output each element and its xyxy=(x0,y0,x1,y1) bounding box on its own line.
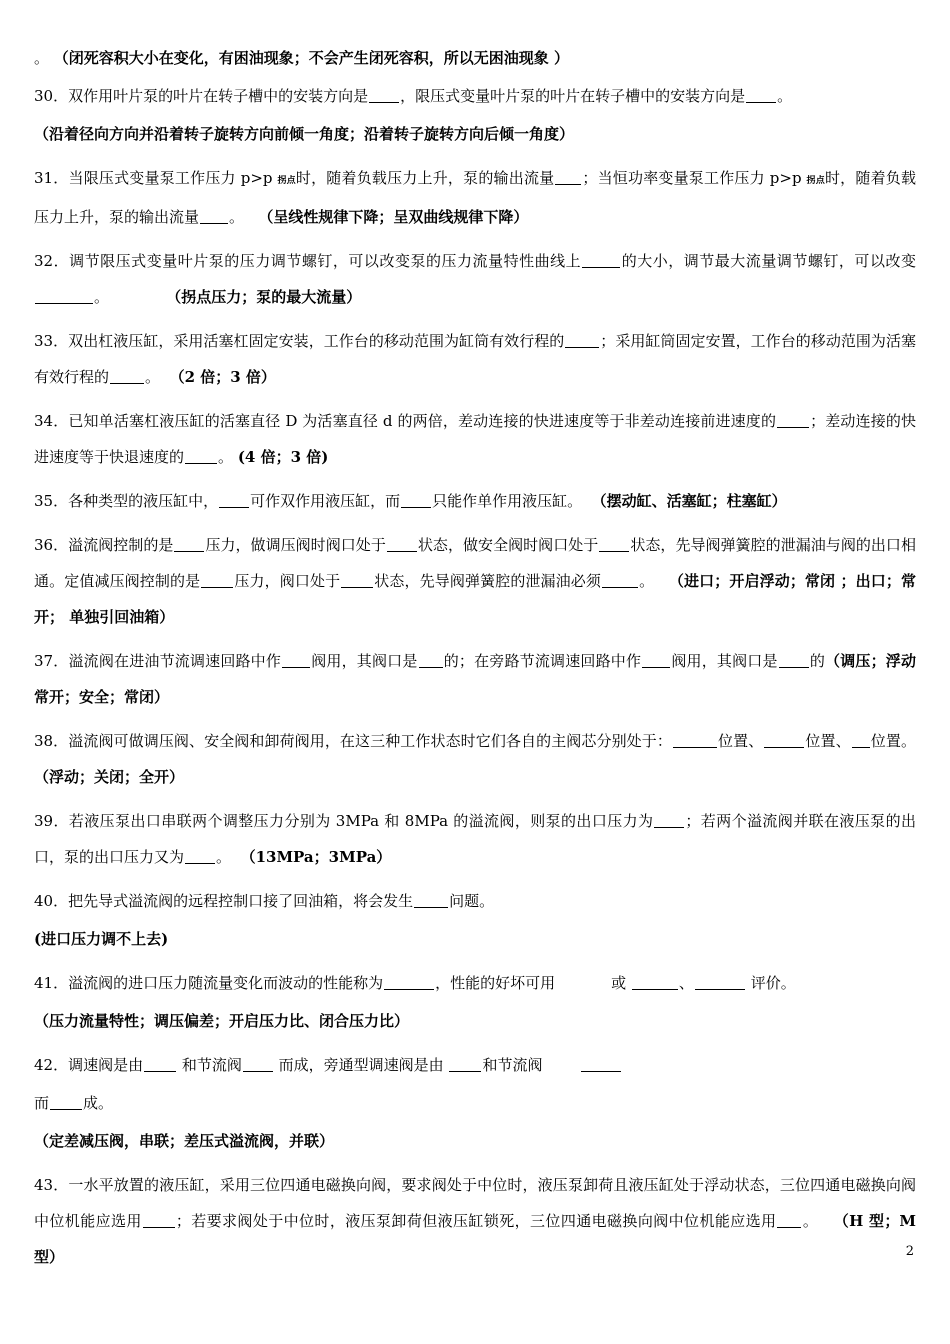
blank xyxy=(384,973,434,990)
blank xyxy=(746,86,776,103)
answer-31: （呈线性规律下降；呈双曲线规律下降） xyxy=(258,208,529,226)
blank xyxy=(654,811,684,828)
question-38: 38．溢流阀可做调压阀、安全阀和卸荷阀用，在这三种工作状态时它们各自的主阀芯分别处于： 位置、 位置、 位置。（浮动；关闭；全开） xyxy=(34,732,916,786)
blank xyxy=(174,535,204,552)
blank xyxy=(414,891,448,908)
answer-34: (4 倍；3 倍) xyxy=(237,448,329,466)
answer-35: （摆动缸、活塞缸；柱塞缸） xyxy=(591,492,787,510)
question-37: 37．溢流阀在进油节流调速回路中作 阀用，其阀口是 的；在旁路节流调速回路中作 阀用，其阀口是 的（调压；浮动常开；安全；常闭） xyxy=(34,652,916,706)
blank xyxy=(282,651,310,668)
blank xyxy=(219,491,249,508)
blank xyxy=(764,731,804,748)
answer-41: （压力流量特性；调压偏差；开启压力比、闭合压力比） xyxy=(34,1012,410,1030)
answer-33: （2 倍；3 倍） xyxy=(169,368,276,386)
blank xyxy=(695,973,745,990)
blank xyxy=(185,447,217,464)
question-43: 43．一水平放置的液压缸，采用三位四通电磁换向阀，要求阀处于中位时，液压泵卸荷且液压缸处于浮动状态，三位四通电磁换向阀中位机能应选用 ；若要求阀处于中位时，液压泵卸荷但液压缸锁死，三位四通电磁换向阀中位机能应选用 。 （H 型；M 型） xyxy=(34,1176,916,1266)
page-number: 2 xyxy=(905,1244,914,1259)
blank xyxy=(673,731,717,748)
blank xyxy=(144,1055,176,1072)
question-34: 34．已知单活塞杠液压缸的活塞直径 D 为活塞直径 d 的两倍，差动连接的快进速度等于非差动连接前进速度的 ；差动连接的快进速度等于快退速度的 。 (4 倍；3 倍) xyxy=(34,412,916,466)
blank xyxy=(143,1211,175,1228)
answer-40: (进口压力调不上去) xyxy=(34,930,169,948)
answer-38: （浮动；关闭；全开） xyxy=(34,768,185,786)
question-42-cont: 而 成。 xyxy=(34,1094,114,1112)
blank xyxy=(35,287,93,304)
blank xyxy=(401,491,431,508)
question-42: 42．调速阀是由 和节流阀 而成，旁通型调速阀是由 和节流阀 xyxy=(34,1047,916,1083)
blank xyxy=(449,1055,481,1072)
blank xyxy=(201,571,233,588)
answer-42: （定差减压阀，串联；差压式溢流阀，并联） xyxy=(34,1132,335,1150)
answer-37: （调压；浮动常开；安全；常闭） xyxy=(34,652,916,706)
blank xyxy=(852,731,870,748)
question-32: 32．调节限压式变量叶片泵的压力调节螺钉，可以改变泵的压力流量特性曲线上 的大小，调节最大流量调节螺钉，可以改变。 （拐点压力；泵的最大流量） xyxy=(34,252,916,306)
question-29-tail: 。 （闭死容积大小在变化，有困油现象；不会产生闭死容积，所以无困油现象 ） xyxy=(34,49,570,67)
question-35: 35．各种类型的液压缸中， 可作双作用液压缸，而 只能作单作用液压缸。 （摆动缸、活塞缸；柱塞缸） xyxy=(34,492,787,510)
blank xyxy=(387,535,417,552)
blank xyxy=(777,1211,801,1228)
answer-43: （H 型；M 型） xyxy=(34,1212,916,1266)
blank xyxy=(582,251,620,268)
blank xyxy=(185,847,215,864)
blank xyxy=(50,1093,82,1110)
blank xyxy=(581,1055,621,1072)
answer-32: （拐点压力；泵的最大流量） xyxy=(166,288,362,306)
question-36: 36．溢流阀控制的是 压力，做调压阀时阀口处于 状态，做安全阀时阀口处于 状态，先导阀弹簧腔的泄漏油与阀的出口相通。定值减压阀控制的是 压力，阀口处于 状态，先导阀弹簧腔的泄漏油必须 。 （进口；开启浮动；常闭 ；出口；常开； 单独引回油箱） xyxy=(34,536,916,626)
blank xyxy=(369,86,399,103)
blank xyxy=(200,207,228,224)
blank xyxy=(599,535,629,552)
question-39: 39．若液压泵出口串联两个调整压力分别为 3MPa 和 8MPa 的溢流阀，则泵的出口压力为 ；若两个溢流阀并联在液压泵的出口，泵的出口压力又为 。 （13MPa；3MPa） xyxy=(34,812,916,866)
blank xyxy=(243,1055,273,1072)
question-40: 40．把先导式溢流阀的远程控制口接了回油箱，将会发生 问题。 xyxy=(34,892,495,910)
answer-30: （沿着径向方向并沿着转子旋转方向前倾一角度；沿着转子旋转方向后倾一角度） xyxy=(34,125,575,143)
blank xyxy=(341,571,373,588)
blank xyxy=(777,411,809,428)
blank xyxy=(419,651,443,668)
answer-39: （13MPa；3MPa） xyxy=(240,848,392,866)
blank xyxy=(632,973,678,990)
question-41: 41．溢流阀的进口压力随流量变化而波动的性能称为 ，性能的好坏可用 或 、 评价。 xyxy=(34,974,796,992)
question-33: 33．双出杠液压缸，采用活塞杠固定安装，工作台的移动范围为缸筒有效行程的 ；采用缸筒固定安置，工作台的移动范围为活塞有效行程的 。 （2 倍；3 倍） xyxy=(34,332,916,386)
question-31: 31．当限压式变量泵工作压力 p>p 拐点时，随着负载压力上升，泵的输出流量 ；当恒功率变量泵工作压力 p>p 拐点时，随着负载压力上升，泵的输出流量 。 （呈线性规律下降；呈双曲线规律下降） xyxy=(34,169,916,226)
blank xyxy=(779,651,809,668)
blank xyxy=(602,571,638,588)
question-30: 30．双作用叶片泵的叶片在转子槽中的安装方向是 ，限压式变量叶片泵的叶片在转子槽中的安装方向是 。 xyxy=(34,87,793,105)
answer-29: （闭死容积大小在变化，有困油现象；不会产生闭死容积，所以无困油现象 ） xyxy=(53,49,570,67)
answer-36: （进口；开启浮动；常闭 ；出口；常开； 单独引回油箱） xyxy=(34,572,916,626)
blank xyxy=(642,651,670,668)
blank xyxy=(110,367,144,384)
document-page xyxy=(34,40,916,1283)
blank xyxy=(565,331,599,348)
blank xyxy=(555,168,581,185)
